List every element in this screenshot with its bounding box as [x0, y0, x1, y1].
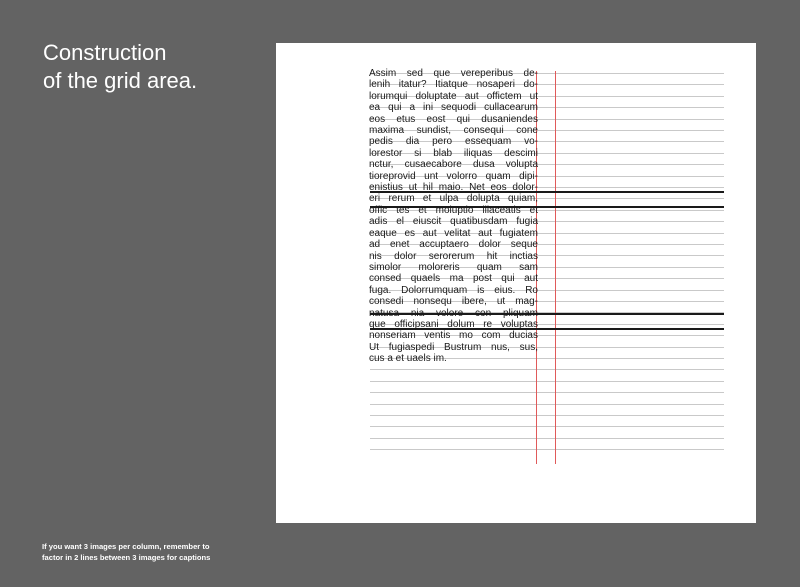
- body-line: adis el eiuscit quatibusdam fugia: [369, 216, 538, 228]
- body-line: eaque es aut velitat aut fugiatem: [369, 227, 538, 239]
- body-line: nis dolor serorerum hit inctias: [369, 250, 538, 262]
- caption-line-2: factor in 2 lines between 3 images for captions: [42, 553, 211, 562]
- baseline-rule: [370, 404, 724, 405]
- body-line: pedis dia pero essequam vo-: [369, 136, 538, 148]
- body-line: ea qui a ini sequodi cullacearum: [369, 102, 538, 114]
- body-line: simolor moloreris quam sam: [369, 261, 538, 273]
- body-line: ad enet accuptaero dolor seque: [369, 239, 538, 251]
- baseline-rule: [370, 381, 724, 382]
- body-line: consedi nonsequ ibere, ut mag-: [369, 296, 538, 308]
- caption-note: [42, 541, 210, 563]
- body-line: lorumqui doluptate aut offictem ut: [369, 90, 538, 102]
- body-line: que officipsani dolum re voluptas: [369, 318, 538, 330]
- column-guide-right: [555, 71, 556, 464]
- body-line: natusa nia volore con pliquam: [369, 307, 538, 319]
- baseline-rule: [370, 415, 724, 416]
- body-line: eos etus eost qui dusaniendes: [369, 113, 538, 125]
- baseline-rule: [370, 449, 724, 450]
- baseline-rule: [370, 392, 724, 393]
- body-line: cus a et uaels im.: [369, 353, 447, 365]
- body-line: lenih itatur? Itiatque nosaperi do-: [369, 79, 538, 91]
- body-line: fuga. Dolorrumquam is eius. Ro: [369, 284, 538, 296]
- heading-line-2: of the grid area.: [43, 68, 198, 93]
- body-line: nctur, cusaecabore dusa volupta: [369, 159, 538, 171]
- body-line: eri rerum et ulpa dolupta quiam,: [369, 193, 538, 205]
- body-line: maxima sundist, consequi cone: [369, 125, 538, 137]
- body-line: enistius ut hil maio. Net eos dolor-: [369, 182, 538, 194]
- page-heading: [43, 39, 197, 95]
- body-text-column: [369, 68, 538, 365]
- body-line: tioreprovid unt volorro quam dipi-: [369, 170, 538, 182]
- body-line: Assim sed que vereperibus de-: [369, 68, 538, 79]
- body-line: Ut fugiaspedi Bustrum nus, sus,: [369, 341, 538, 353]
- heading-line-1: Construction: [43, 40, 167, 65]
- baseline-rule: [370, 426, 724, 427]
- baseline-rule: [370, 438, 724, 439]
- body-line: nonseriam ventis mo com ducias: [369, 330, 538, 342]
- baseline-rule: [370, 369, 724, 370]
- grid-page: [276, 43, 756, 523]
- body-line: consed quaels ma post qui aut: [369, 273, 538, 285]
- body-line: lorestor si blab iliquas descimi: [369, 147, 538, 159]
- body-line: offic tes et moluptio illaceatis et: [369, 204, 538, 216]
- caption-line-1: If you want 3 images per column, remember to: [42, 542, 210, 551]
